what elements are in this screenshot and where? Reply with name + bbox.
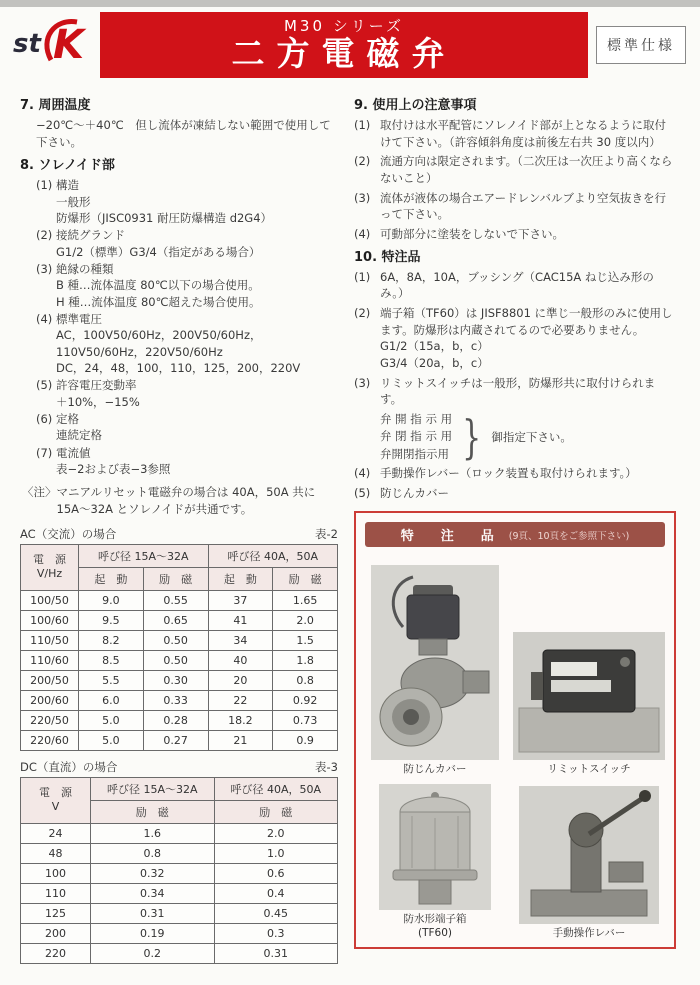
s10-item-2-number: (2) [354,306,371,321]
s8-item-3 [36,261,338,310]
ac-th-start-1: 起 動 [79,567,144,590]
s8-item-1-line-2: 防爆形（JISC0931 耐圧防爆構造 d2G4） [56,211,273,225]
ac-cell: 20 [208,670,273,690]
manual-lever-label: 手動操作レバー [552,926,626,939]
ac-cell: 110/50 [21,630,79,650]
s9-item-1-text: 取付けは水平配管にソレノイド部が上となるように取付けて下さい。（許容傾斜角度は前後左右共 30 度以内） [380,118,667,149]
s10-item-5 [354,485,676,502]
ac-cell: 200/50 [21,670,79,690]
dc-cell: 0.4 [214,883,338,903]
photo-grid [365,554,665,940]
dust-cover-photo [371,565,499,760]
ac-cell: 0.9 [273,730,338,750]
special-items-photo-box [354,511,676,949]
s10-item-3-brace-note: 御指定下さい。 [491,429,572,444]
s10-item-4 [354,465,676,482]
dc-cell: 0.2 [91,943,215,963]
series-label: M30 シリーズ [283,17,405,36]
ac-table-row [21,610,338,630]
top-gray-strip [0,0,700,7]
s8-item-1-line-1: 一般形 [56,194,91,209]
ac-table-row [21,710,338,730]
photo-box-title: 特 注 品 [400,529,501,545]
ac-cell: 0.33 [143,690,208,710]
dc-cell: 200 [21,923,91,943]
ac-cell: 220/60 [21,730,79,750]
logo-k-text: K [53,22,84,68]
s8-item-6-line-1: 連続定格 [56,428,102,443]
section-8-heading: 8. ソレノイド部 [20,158,115,174]
terminal-box-label-line-1: 防水形端子箱 [403,912,467,925]
s10-item-4-text: 手動操作レバー（ロック装置も取付けられます。） [380,465,637,480]
dc-caption-text: DC（直流）の場合 [20,759,118,774]
s8-item-2-line-1: G1/2（標準）G3/4（指定がある場合） [56,244,261,259]
ac-cell: 0.92 [273,690,338,710]
dc-cell: 2.0 [214,823,338,843]
ac-cell: 0.28 [143,710,208,730]
page-header [0,7,700,81]
brace-glyph: } [462,409,482,464]
ac-table-row [21,630,338,650]
ac-cell: 0.50 [143,650,208,670]
dc-th-power-unit: V [51,800,60,814]
dc-cell: 125 [21,903,91,923]
s10-item-5-number: (5) [354,485,371,500]
s8-item-4-line-1: AC，100V50/60Hz，200V50/60Hz，110V50/60Hz，220V50/60Hz [56,328,262,359]
terminal-box-label [404,913,467,940]
dc-cell: 0.31 [214,943,338,963]
s8-item-4-label: (4) 標準電圧 [36,311,102,326]
ac-cell: 5.0 [79,710,144,730]
dc-cell: 1.0 [214,843,338,863]
s10-item-2 [354,305,676,372]
ac-th-size-group-2: 呼び径 40A，50A [208,544,338,567]
s10-item-2-text: 端子箱（TF60）は JISF8801 に準じ一般形のみに使用します。防爆形は内蔵されてるので必要ありません。 [380,306,673,337]
dc-th-hold-2: 励 磁 [214,800,338,823]
s8-item-6 [36,411,338,444]
dc-cell: 220 [21,943,91,963]
section-7-body: −20℃〜＋40℃ 但し流体が凍結しない範囲で使用して下さい。 [36,118,331,149]
s8-item-5-line-1: ＋10%，−15% [56,394,140,409]
ac-table-row [21,690,338,710]
dc-cell: 0.34 [91,883,215,903]
s9-item-3-text: 流体が液体の場合エアードレンバルブより空気抜きを行って下さい。 [380,190,667,222]
page-title: 二方電磁弁 [231,34,457,74]
s10-item-2-sub-1: G1/2（15a，b，c） [380,339,489,354]
s10-item-5-text: 防じんカバー [380,485,449,500]
s8-note [22,484,338,517]
s8-item-2 [36,227,338,260]
s9-item-3 [354,190,676,223]
content [0,81,700,964]
valve-open-close-indicator-option: 弁開閉指示用 [380,446,449,461]
limit-switch-photo-cell [513,554,665,776]
terminal-box-photo-cell [365,782,505,940]
dc-th-power [21,777,91,823]
manual-lever-photo [519,786,659,924]
dc-cell: 48 [21,843,91,863]
ac-table-caption [20,526,338,542]
s9-item-1-number: (1) [354,118,371,132]
dc-cell: 0.8 [91,843,215,863]
s8-item-7-line-1: 表−2および表−3参照 [56,461,171,476]
dc-cell: 110 [21,883,91,903]
dc-th-size-group-1: 呼び径 15A〜32A [91,777,215,800]
terminal-box-label-line-2: (TF60) [417,926,452,939]
s10-item-3 [354,375,676,408]
photo-box-title-bar [365,522,665,547]
ac-caption-text: AC（交流）の場合 [20,526,117,541]
s8-item-1 [36,177,338,226]
dc-cell: 1.6 [91,823,215,843]
s9-item-1 [354,117,676,150]
dc-cell: 0.19 [91,923,215,943]
dc-current-table [20,777,338,964]
ac-th-hold-2: 励 磁 [273,567,338,590]
ac-table-row [21,730,338,750]
s8-item-4 [36,311,338,376]
ac-cell: 18.2 [208,710,273,730]
spec-badge: 標準仕様 [596,26,686,64]
s10-item-1-number: (1) [354,269,371,284]
ac-cell: 22 [208,690,273,710]
ac-cell: 1.8 [273,650,338,670]
dc-th-power-label: 電 源 [39,786,72,800]
section-9-heading: 9. 使用上の注意事項 [354,98,477,113]
ac-cell: 1.5 [273,630,338,650]
ac-cell: 1.65 [273,590,338,610]
ac-cell: 8.5 [79,650,144,670]
ac-cell: 0.55 [143,590,208,610]
dust-cover-label: 防じんカバー [403,762,467,775]
dc-cell: 0.6 [214,863,338,883]
s10-item-1-text: 6A，8A，10A，ブッシング（CAC15A ねじ込み形のみ。） [380,269,654,301]
ac-th-power-label: 電 源 [33,553,66,567]
ac-table-row [21,590,338,610]
ac-cell: 0.73 [273,710,338,730]
stk-logo [8,12,100,72]
s8-item-2-label: (2) 接続グランド [36,228,125,243]
manual-lever-photo-cell [513,782,665,940]
ac-cell: 5.0 [79,730,144,750]
left-column [20,91,338,964]
spec-area [588,12,694,78]
dc-table-row [21,843,338,863]
s9-item-2 [354,153,676,186]
ac-cell: 0.8 [273,670,338,690]
ac-table-number: 表-2 [315,526,338,541]
s9-item-4-text: 可動部分に塗装をしないで下さい。 [380,227,564,242]
s8-note-text: マニアルリセット電磁弁の場合は 40A，50A 共に 15A〜32A とソレノイドが共通です。 [56,485,316,516]
s8-item-1-label: (1) 構造 [36,178,79,193]
s10-item-1 [354,269,676,302]
waterproof-terminal-box-photo [379,784,491,910]
s9-item-2-text: 流通方向は限定されます。（二次圧は一次圧より高くならないこと） [380,154,673,186]
logo-st-text: st [13,29,41,59]
ac-cell: 100/50 [21,590,79,610]
dc-cell: 0.32 [91,863,215,883]
ac-table-row [21,650,338,670]
stk-logo-graphic [11,14,97,70]
ac-cell: 220/50 [21,710,79,730]
limit-switch-photo [513,632,665,760]
s8-item-3-line-1: B 種…流体温度 80℃以下の場合使用。 [56,278,260,293]
valve-close-indicator-option: 弁 閉 指 示 用 [380,429,453,444]
dc-table-row [21,943,338,963]
ac-cell: 100/60 [21,610,79,630]
s9-item-3-number: (3) [354,190,371,205]
s8-item-7 [36,445,338,478]
section-7-heading: 7. 周囲温度 [20,98,91,113]
ac-cell: 2.0 [273,610,338,630]
ac-cell: 9.5 [79,610,144,630]
limit-switch-label: リミットスイッチ [547,762,631,775]
s8-item-3-line-2: H 種…流体温度 80℃超えた場合使用。 [56,294,261,309]
ac-cell: 200/60 [21,690,79,710]
dc-cell: 0.31 [91,903,215,923]
dc-cell: 0.45 [214,903,338,923]
photo-box-title-note: (9頁、10頁をご参照下さい) [508,530,630,542]
s8-item-3-label: (3) 絶縁の種類 [36,261,114,276]
dc-table-row [21,903,338,923]
dc-cell: 24 [21,823,91,843]
s9-item-4-number: (4) [354,227,371,242]
ac-cell: 0.65 [143,610,208,630]
ac-cell: 6.0 [79,690,144,710]
right-column [354,91,676,964]
section-10-heading: 10. 特注品 [354,249,421,265]
s10-item-3-number: (3) [354,375,371,390]
ac-th-size-group-1: 呼び径 15A〜32A [79,544,209,567]
ac-table-row [21,670,338,690]
dc-header-row-1 [21,777,338,800]
s8-item-5-label: (5) 許容電圧変動率 [36,378,137,393]
ac-header-row-1 [21,544,338,567]
s10-item-2-sub-2: G3/4（20a，b，c） [380,356,489,371]
title-banner [100,12,588,78]
ac-cell: 0.50 [143,630,208,650]
s9-item-2-number: (2) [354,154,371,169]
s8-item-7-label: (7) 電流値 [36,445,91,460]
dc-cell: 0.3 [214,923,338,943]
ac-current-table [20,544,338,751]
s10-item-3-options [380,411,676,463]
ac-cell: 0.27 [143,730,208,750]
ac-th-power [21,544,79,590]
s10-item-2-body [380,305,676,372]
valve-open-indicator-option: 弁 開 指 示 用 [380,412,453,427]
dc-table-row [21,883,338,903]
ac-cell: 41 [208,610,273,630]
ac-cell: 37 [208,590,273,610]
ac-cell: 110/60 [21,650,79,670]
s10-item-4-number: (4) [354,465,371,480]
s10-item-3-text: リミットスイッチは一般形，防爆形共に取付けられます。 [380,375,656,407]
ac-cell: 0.30 [143,670,208,690]
ac-cell: 5.5 [79,670,144,690]
dc-table-row [21,823,338,843]
s8-note-label: 〈注〉 [22,485,57,500]
s8-item-6-label: (6) 定格 [36,411,79,426]
s9-item-4 [354,226,676,243]
s8-item-4-line-2: DC，24，48，100，110，125，200，220V [56,360,301,375]
ac-th-hold-1: 励 磁 [143,567,208,590]
ac-th-start-2: 起 動 [208,567,273,590]
dc-cell: 100 [21,863,91,883]
ac-th-power-unit: V/Hz [36,567,63,581]
s8-item-5 [36,377,338,410]
dc-table-number: 表-3 [315,759,338,774]
dc-th-hold-1: 励 磁 [91,800,215,823]
dc-table-row [21,863,338,883]
ac-cell: 34 [208,630,273,650]
dc-table-caption [20,759,338,775]
dc-table-row [21,923,338,943]
ac-cell: 40 [208,650,273,670]
dust-cover-photo-cell [365,554,505,776]
ac-cell: 9.0 [79,590,144,610]
dc-th-size-group-2: 呼び径 40A，50A [214,777,338,800]
ac-cell: 21 [208,730,273,750]
ac-cell: 8.2 [79,630,144,650]
